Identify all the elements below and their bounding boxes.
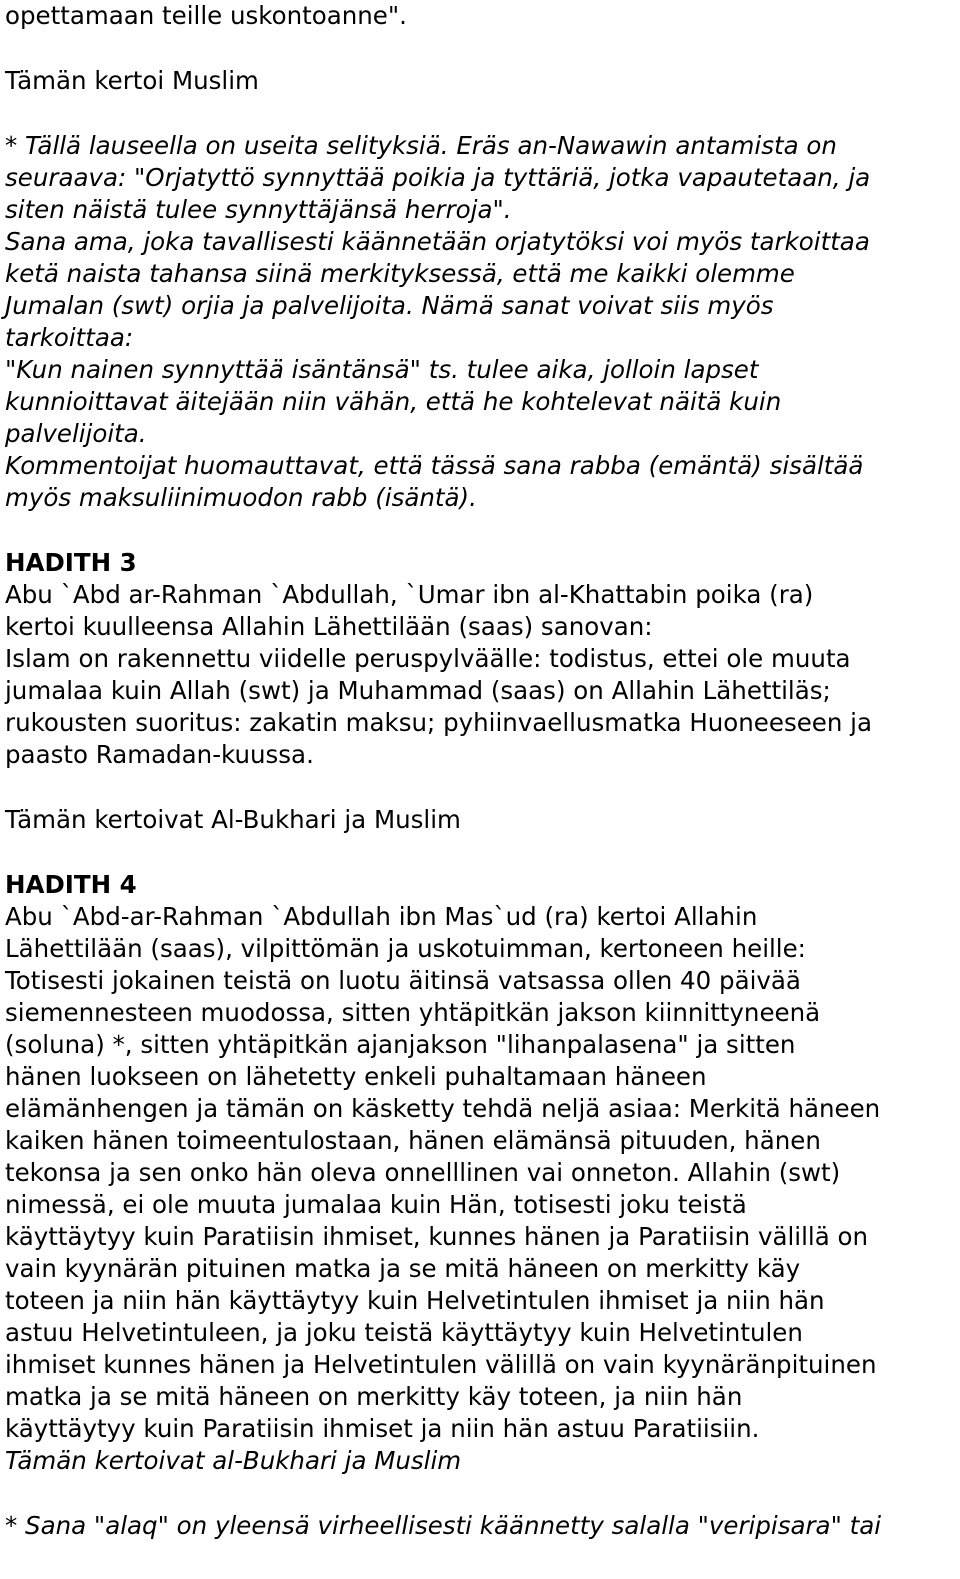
text-line: vain kyynärän pituinen matka ja se mitä häneen on merkitty käy [5,1254,801,1283]
text-line: * Sana "alaq" on yleensä virheellisesti käännetty salalla "veripisara" tai [5,1511,882,1540]
text-line: nimessä, ei ole muuta jumalaa kuin Hän, totisesti joku teistä [5,1190,747,1219]
text-line: hänen luokseen on lähetetty enkeli puhaltamaan häneen [5,1062,707,1091]
text-line: siten näistä tulee synnyttäjänsä herroja". [5,195,512,224]
text-line: Abu `Abd ar-Rahman `Abdullah, `Umar ibn al-Khattabin poika (ra) [5,580,814,609]
paragraph-spacer [5,1477,955,1510]
paragraph-spacer [5,514,955,547]
paragraph-spacer [5,97,955,130]
text-line: kaiken hänen toimeentulostaan, hänen elämänsä pituuden, hänen [5,1126,821,1155]
text-line: myös maksuliinimuodon rabb (isäntä). [5,483,477,512]
text-line: käyttäytyy kuin Paratiisin ihmiset ja niin hän astuu Paratiisiin. [5,1414,760,1443]
text-line: seuraava: "Orjatyttö synnyttää poikia ja tyttäriä, jotka vapautetaan, ja [5,163,871,192]
text-line: rukousten suoritus: zakatin maksu; pyhiinvaellusmatka Huoneeseen ja [5,708,872,737]
text-line: Jumalan (swt) orjia ja palvelijoita. Nämä sanat voivat siis myös [5,291,774,320]
paragraph-spacer [5,771,955,804]
text-line: paasto Ramadan-kuussa. [5,740,314,769]
text-line: kunnioittavat äitejään niin vähän, että he kohtelevat näitä kuin [5,387,782,416]
text-line: ketä naista tahansa siinä merkityksessä, että me kaikki olemme [5,259,795,288]
hadith-4-section [5,869,955,1477]
text-line: Kommentoijat huomauttavat, että tässä sana rabba (emäntä) sisältää [5,451,864,480]
footnote-commentary [5,130,955,514]
text-line: Totisesti jokainen teistä on luotu äitinsä vatsassa ollen 40 päivää [5,966,801,995]
text-line: (soluna) *, sitten yhtäpitkän ajanjakson "lihanpalasena" ja sitten [5,1030,796,1059]
paragraph-spacer [5,836,955,869]
attribution-muslim: Tämän kertoi Muslim [5,66,259,95]
hadith-3-attribution: Tämän kertoivat Al-Bukhari ja Muslim [5,805,461,834]
text-line: Islam on rakennettu viidelle peruspylväälle: todistus, ettei ole muuta [5,644,851,673]
text-line: elämänhengen ja tämän on käsketty tehdä neljä asiaa: Merkitä häneen [5,1094,881,1123]
text-line: toteen ja niin hän käyttäytyy kuin Helvetintulen ihmiset ja niin hän [5,1286,825,1315]
text-line: tarkoittaa: [5,323,134,352]
text-line: matka ja se mitä häneen on merkitty käy toteen, ja niin hän [5,1382,743,1411]
text-line: astuu Helvetintuleen, ja joku teistä käyttäytyy kuin Helvetintulen [5,1318,803,1347]
text-line: * Tällä lauseella on useita selityksiä. Eräs an-Nawawin antamista on [5,131,837,160]
hadith-3-section [5,547,955,836]
text-line: ihmiset kunnes hänen ja Helvetintulen välillä on vain kyynäränpituinen [5,1350,877,1379]
hadith-4-attribution: Tämän kertoivat al-Bukhari ja Muslim [5,1446,462,1475]
text-line: "Kun nainen synnyttää isäntänsä" ts. tulee aika, jolloin lapset [5,355,759,384]
text-line: kertoi kuulleensa Allahin Lähettilään (saas) sanovan: [5,612,653,641]
footnote-alaq [5,1510,955,1542]
text-line: käyttäytyy kuin Paratiisin ihmiset, kunnes hänen ja Paratiisin välillä on [5,1222,869,1251]
hadith-3-heading: HADITH 3 [5,548,137,577]
text-line: Abu `Abd-ar-Rahman `Abdullah ibn Mas`ud (ra) kertoi Allahin [5,902,758,931]
text-line: opettamaan teille uskontoanne". [5,1,407,30]
text-line: siemennesteen muodossa, sitten yhtäpitkän jakson kiinnittyneenä [5,998,821,1027]
text-line: palvelijoita. [5,419,147,448]
text-line: jumalaa kuin Allah (swt) ja Muhammad (saas) on Allahin Lähettiläs; [5,676,831,705]
text-line: Sana ama, joka tavallisesti käännetään orjatytöksi voi myös tarkoittaa [5,227,870,256]
hadith-4-heading: HADITH 4 [5,870,137,899]
opening-paragraph [5,0,955,32]
document-page [5,0,955,1542]
paragraph-spacer [5,32,955,65]
text-line: Lähettilään (saas), vilpittömän ja uskotuimman, kertoneen heille: [5,934,806,963]
text-line: tekonsa ja sen onko hän oleva onnelllinen vai onneton. Allahin (swt) [5,1158,841,1187]
